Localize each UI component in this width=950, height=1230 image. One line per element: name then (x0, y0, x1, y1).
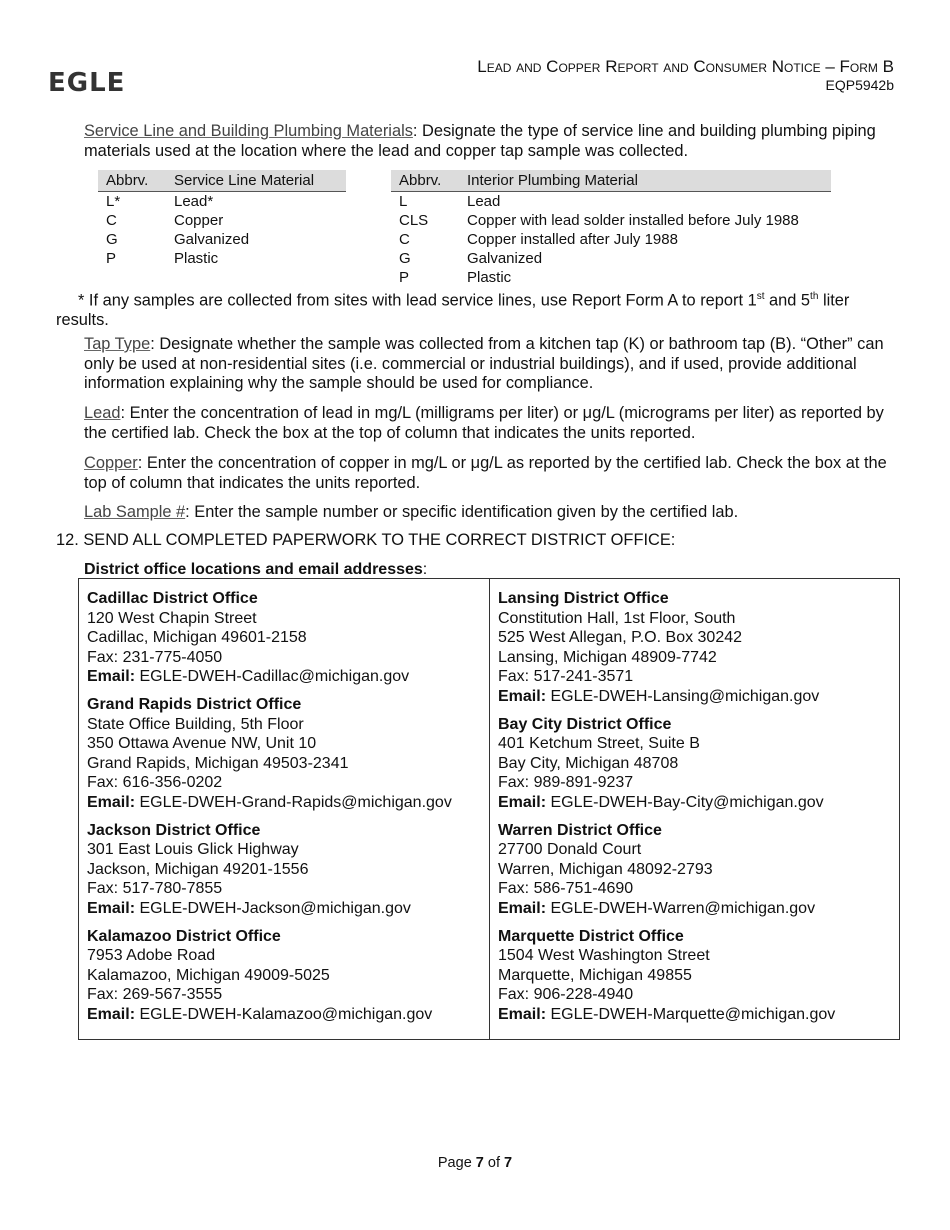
table-row (391, 230, 831, 249)
office-address-line: Fax: 517-241-3571 (498, 668, 634, 686)
office-address-line: Cadillac, Michigan 49601-2158 (87, 629, 307, 647)
office-name: Kalamazoo District Office (87, 927, 281, 945)
service-line-label: Service Line and Building Plumbing Materials (84, 122, 413, 140)
email-label: Email: (87, 668, 136, 686)
material-cell: Plastic (174, 250, 219, 267)
material-cell: Plastic (467, 269, 512, 286)
material-cell: Lead (467, 193, 501, 210)
form-code: EQP5942b (825, 77, 894, 93)
office-address-line: Jackson, Michigan 49201-1556 (87, 860, 309, 878)
table-row (98, 211, 346, 230)
district-office (87, 695, 481, 813)
footnote-text: and 5 (764, 291, 811, 310)
tap-type-text: : Designate whether the sample was collected from a kitchen tap (K) or bathroom tap (B). “Other” can only be used at non-residential sites (i.e. commercial or industrial buildings), and if used, provide additional information explaining why the sample should be used for compliance. (84, 335, 884, 392)
office-address-line: Grand Rapids, Michigan 49503-2341 (87, 754, 349, 772)
office-name: Marquette District Office (498, 927, 684, 945)
table-row (391, 268, 831, 287)
lab-sample-label: Lab Sample # (84, 503, 186, 521)
office-email (498, 687, 891, 707)
office-address-line: 401 Ketchum Street, Suite B (498, 735, 700, 753)
office-email (87, 793, 481, 813)
email-address: EGLE-DWEH-Jackson@michigan.gov (139, 899, 411, 917)
office-name: Jackson District Office (87, 821, 261, 839)
footnote-text: liter results. (56, 291, 850, 329)
abbrv-cell: G (106, 231, 118, 248)
email-address: EGLE-DWEH-Cadillac@michigan.gov (139, 668, 410, 686)
service-line-paragraph (84, 122, 896, 161)
email-address: EGLE-DWEH-Warren@michigan.gov (550, 899, 816, 917)
email-label: Email: (498, 687, 547, 705)
lead-label: Lead (84, 404, 121, 422)
email-label: Email: (87, 899, 136, 917)
office-address-line: 120 West Chapin Street (87, 609, 257, 627)
email-label: Email: (87, 1005, 136, 1023)
footnote-sup: th (810, 291, 819, 302)
material-cell: Lead* (174, 193, 214, 210)
office-address-line: 301 East Louis Glick Highway (87, 841, 299, 859)
district-office (498, 715, 891, 813)
abbrv-cell: G (399, 250, 411, 267)
office-email (87, 899, 481, 919)
office-address-line: 27700 Donald Court (498, 841, 642, 859)
offices-left-column (79, 579, 489, 1039)
office-name: Bay City District Office (498, 715, 672, 733)
district-office (87, 589, 481, 687)
lead-paragraph (84, 404, 896, 443)
district-office (498, 927, 891, 1025)
district-office (498, 821, 891, 919)
email-address: EGLE-DWEH-Bay-City@michigan.gov (550, 793, 824, 811)
office-address-line: State Office Building, 5th Floor (87, 715, 304, 733)
office-address-line: Fax: 517-780-7855 (87, 880, 223, 898)
abbrv-cell: CLS (399, 212, 429, 229)
page-number: Page 7 of 7 (437, 1155, 513, 1171)
egle-logo: EGLE (48, 68, 126, 98)
service-line-text: : Designate the type of service line and building plumbing piping materials used at the location where the lead and copper tap sample was collected. (84, 122, 876, 160)
district-heading: District office locations and email addresses: (84, 561, 428, 578)
office-address-line: Fax: 269-567-3555 (87, 986, 223, 1004)
form-title: Lead and Copper Report and Consumer Notice – Form B (477, 57, 894, 76)
office-address-line: Marquette, Michigan 49855 (498, 966, 692, 984)
offices-right-column (489, 579, 899, 1039)
office-address-line: Fax: 231-775-4050 (87, 648, 223, 666)
office-address-line: Bay City, Michigan 48708 (498, 754, 679, 772)
footnote-sup: st (756, 291, 765, 302)
material-cell: Copper installed after July 1988 (467, 231, 678, 248)
interior-plumbing-table (391, 170, 831, 287)
email-address: EGLE-DWEH-Kalamazoo@michigan.gov (139, 1005, 433, 1023)
office-address-line: 7953 Adobe Road (87, 947, 216, 965)
office-email (498, 793, 891, 813)
copper-label: Copper (84, 454, 138, 472)
abbrv-cell: L* (106, 193, 121, 210)
office-email (87, 1005, 481, 1025)
office-address-line: Constitution Hall, 1st Floor, South (498, 609, 736, 627)
district-office (87, 821, 481, 919)
office-address-line: Fax: 906-228-4940 (498, 986, 634, 1004)
email-address: EGLE-DWEH-Lansing@michigan.gov (550, 687, 820, 705)
office-name: Cadillac District Office (87, 590, 258, 607)
office-email (498, 1005, 891, 1025)
email-label: Email: (498, 793, 547, 811)
email-label: Email: (87, 793, 136, 811)
office-email (87, 667, 481, 687)
office-address-line: 525 West Allegan, P.O. Box 30242 (498, 629, 743, 647)
email-address: EGLE-DWEH-Marquette@michigan.gov (550, 1005, 836, 1023)
copper-text: : Enter the concentration of copper in mg/L or μg/L as reported by the certified lab. Check the box at the top of column that indicates the units reported. (84, 454, 887, 492)
office-address-line: 1504 West Washington Street (498, 947, 710, 965)
table-row (391, 211, 831, 230)
table-row (391, 192, 831, 212)
table-header: Abbrv. (98, 170, 166, 192)
email-label: Email: (498, 899, 547, 917)
email-label: Email: (498, 1005, 547, 1023)
office-address-line: Warren, Michigan 48092-2793 (498, 860, 713, 878)
footnote-text: * If any samples are collected from sites with lead service lines, use Report Form A to report 1 (78, 291, 757, 310)
material-cell: Copper (174, 212, 224, 229)
table-row (98, 249, 346, 268)
office-address-line: Kalamazoo, Michigan 49009-5025 (87, 966, 330, 984)
lead-text: : Enter the concentration of lead in mg/L (milligrams per liter) or μg/L (micrograms per liter) as reported by the certified lab. Check the box at the top of column that indicates the units reported. (84, 404, 884, 442)
office-address-line: Fax: 989-891-9237 (498, 774, 634, 792)
table-row (391, 249, 831, 268)
office-name: Warren District Office (498, 821, 662, 839)
abbrv-cell: C (399, 231, 410, 248)
table-row (98, 230, 346, 249)
tap-type-paragraph (84, 335, 896, 394)
office-email (498, 899, 891, 919)
material-cell: Galvanized (467, 250, 543, 267)
lab-sample-paragraph (84, 503, 896, 523)
office-name: Grand Rapids District Office (87, 695, 302, 713)
table-header: Abbrv. (391, 170, 459, 192)
copper-paragraph (84, 454, 896, 493)
table-row (98, 192, 346, 212)
tap-type-label: Tap Type (84, 335, 151, 353)
office-address-line: Lansing, Michigan 48909-7742 (498, 648, 717, 666)
office-address-line: Fax: 616-356-0202 (87, 774, 223, 792)
office-address-line: 350 Ottawa Avenue NW, Unit 10 (87, 735, 317, 753)
service-line-table (98, 170, 346, 268)
district-office (498, 589, 891, 707)
office-address-line: Fax: 586-751-4690 (498, 880, 634, 898)
district-offices-box (78, 578, 900, 1040)
office-name: Lansing District Office (498, 590, 669, 607)
material-cell: Galvanized (174, 231, 250, 248)
material-cell: Copper with lead solder installed before July 1988 (467, 212, 799, 229)
district-office (87, 927, 481, 1025)
step-12-instruction: 12. SEND ALL COMPLETED PAPERWORK TO THE CORRECT DISTRICT OFFICE: (56, 531, 676, 549)
lab-sample-text: : Enter the sample number or specific identification given by the certified lab. (185, 503, 739, 521)
email-address: EGLE-DWEH-Grand-Rapids@michigan.gov (139, 793, 452, 811)
table-header: Interior Plumbing Material (459, 170, 831, 192)
abbrv-cell: L (399, 193, 408, 210)
abbrv-cell: P (399, 269, 410, 286)
table-header: Service Line Material (166, 170, 346, 192)
abbrv-cell: C (106, 212, 117, 229)
abbrv-cell: P (106, 250, 117, 267)
lead-service-footnote (56, 287, 896, 330)
